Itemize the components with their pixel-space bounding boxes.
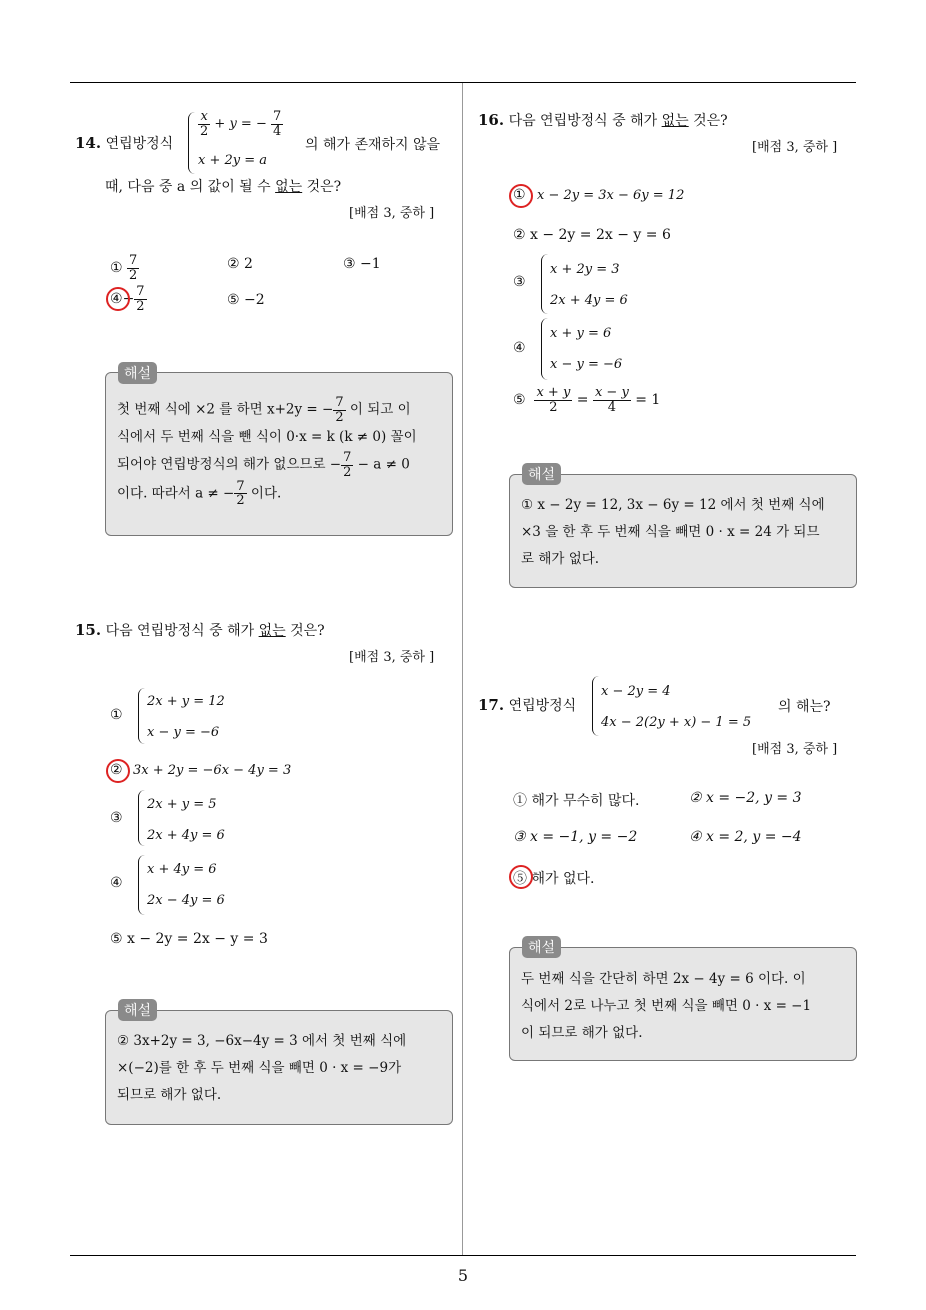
explanation-text: 두 번째 식을 간단히 하면 2x − 4y = 6 이다. 이 식에서 2로 나누고 첫 번째 식을 빼면 0 · x = −1 이 되므로 해가 없다. (521, 971, 812, 1041)
option-4-number[interactable]: ④ (513, 340, 526, 356)
option-4-eq1: x + y = 6 (550, 326, 612, 341)
option-5[interactable]: ⑤ −2 (227, 292, 265, 308)
question-text: 연립방정식 (508, 698, 577, 714)
system-brace (541, 254, 548, 314)
explanation-tag: 해설 (522, 463, 561, 485)
option-1-eq: x − 2y = 3x − 6y = 12 (537, 188, 685, 203)
score-label: [배점 3, 중하 ] (349, 206, 435, 221)
question-number: 17. (478, 696, 505, 714)
equation-2: 4x − 2(2y + x) − 1 = 5 (601, 715, 752, 730)
explanation-text: 첫 번째 식에 ×2 를 하면 x+2y = − $\frac{7}{2}$ 이 되고 이 식에서 두 번째 식을 뺀 식이 0·x = k (k ≠ 0) 꼴이 되어야 연립방정식의 해가 없으므로 − $\frac{7}{2}$ − a ≠ 0 이다. 따라서 a ≠ − $\frac{7}{2}$ 이다. (117, 395, 417, 509)
option-4-eq2: 2x − 4y = 6 (147, 893, 225, 908)
option-2-eq: 3x + 2y = −6x − 4y = 3 (133, 763, 292, 778)
option-5[interactable]: ⑤ $\frac{x + y}{2}$ = $\frac{x - y}{4}$ = 1 (513, 385, 661, 415)
answer-circle-mark (509, 865, 533, 889)
equation-1: x − 2y = 4 (601, 684, 671, 699)
option-1-eq2: x − y = −6 (147, 725, 220, 740)
option-1-number[interactable]: ① (513, 187, 526, 203)
system-brace (138, 688, 145, 744)
option-1[interactable]: ① $\frac{7}{2}$ (110, 253, 138, 283)
page-number: 5 (457, 1266, 469, 1285)
option-3[interactable]: ③ −1 (343, 256, 381, 272)
question-text-line2: 때, 다음 중 a 의 값이 될 수 없는 것은? (105, 179, 342, 195)
top-rule (70, 82, 856, 83)
option-4-number[interactable]: ④ (110, 875, 123, 891)
equation-2: x + 2y = a (198, 153, 268, 168)
equation-1: $\frac{x}{2}$ + y = − $\frac{7}{4}$ (200, 109, 282, 139)
option-5[interactable]: ⑤ 해가 없다. (513, 871, 595, 887)
answer-circle-mark (509, 184, 533, 208)
question-text: 의 해는? (778, 699, 831, 715)
option-4[interactable]: ④ x = 2, y = −4 (689, 829, 802, 845)
system-brace (138, 790, 145, 846)
answer-circle-mark (106, 759, 130, 783)
option-3-number[interactable]: ③ (110, 810, 123, 826)
question-text: 의 해가 존재하지 않을 (305, 137, 441, 153)
system-brace (541, 318, 548, 380)
option-3-eq1: 2x + y = 5 (147, 797, 217, 812)
explanation-tag: 해설 (118, 362, 157, 384)
option-3-number[interactable]: ③ (513, 274, 526, 290)
option-3-eq1: x + 2y = 3 (550, 262, 620, 277)
score-label: [배점 3, 중하 ] (349, 650, 435, 665)
answer-circle-mark (106, 287, 130, 311)
bottom-rule (70, 1255, 856, 1256)
option-2[interactable]: ② x = −2, y = 3 (689, 790, 802, 806)
option-1[interactable]: ① 해가 무수히 많다. (513, 793, 640, 809)
option-1-number[interactable]: ① (110, 707, 123, 723)
explanation-tag: 해설 (522, 936, 561, 958)
explanation-text: ② 3x+2y = 3, −6x−4y = 3 에서 첫 번째 식에 ×(−2)를 한 후 두 번째 식을 빼면 0 · x = −9가 되므로 해가 없다. (117, 1033, 407, 1103)
option-1-eq1: 2x + y = 12 (147, 694, 225, 709)
explanation-text: ① x − 2y = 12, 3x − 6y = 12 에서 첫 번째 식에 ×3 을 한 후 두 번째 식을 빼면 0 · x = 24 가 되므 로 해가 없다. (521, 497, 825, 567)
option-2[interactable]: ② x − 2y = 2x − y = 6 (513, 227, 671, 243)
option-4[interactable]: ④− $\frac{7}{2}$ (110, 284, 145, 314)
score-label: [배점 3, 중하 ] (752, 742, 838, 757)
explanation-tag: 해설 (118, 999, 157, 1021)
option-3-eq2: 2x + 4y = 6 (550, 293, 628, 308)
question-text: 15. 다음 연립방정식 중 해가 없는 것은? (75, 621, 325, 639)
system-brace (188, 112, 195, 174)
option-3-eq2: 2x + 4y = 6 (147, 828, 225, 843)
option-3[interactable]: ③ x = −1, y = −2 (513, 829, 638, 845)
system-brace (592, 676, 599, 736)
question-text: 연립방정식 (105, 136, 174, 152)
question-text: 16. 다음 연립방정식 중 해가 없는 것은? (478, 111, 728, 129)
option-4-eq2: x − y = −6 (550, 357, 623, 372)
column-divider (462, 83, 463, 1255)
question-number: 14. (75, 134, 102, 152)
option-5[interactable]: ⑤ x − 2y = 2x − y = 3 (110, 931, 268, 947)
score-label: [배점 3, 중하 ] (752, 140, 838, 155)
system-brace (138, 855, 145, 915)
option-4-eq1: x + 4y = 6 (147, 862, 217, 877)
option-2-number[interactable]: ② (110, 762, 123, 778)
option-2[interactable]: ② 2 (227, 256, 253, 272)
